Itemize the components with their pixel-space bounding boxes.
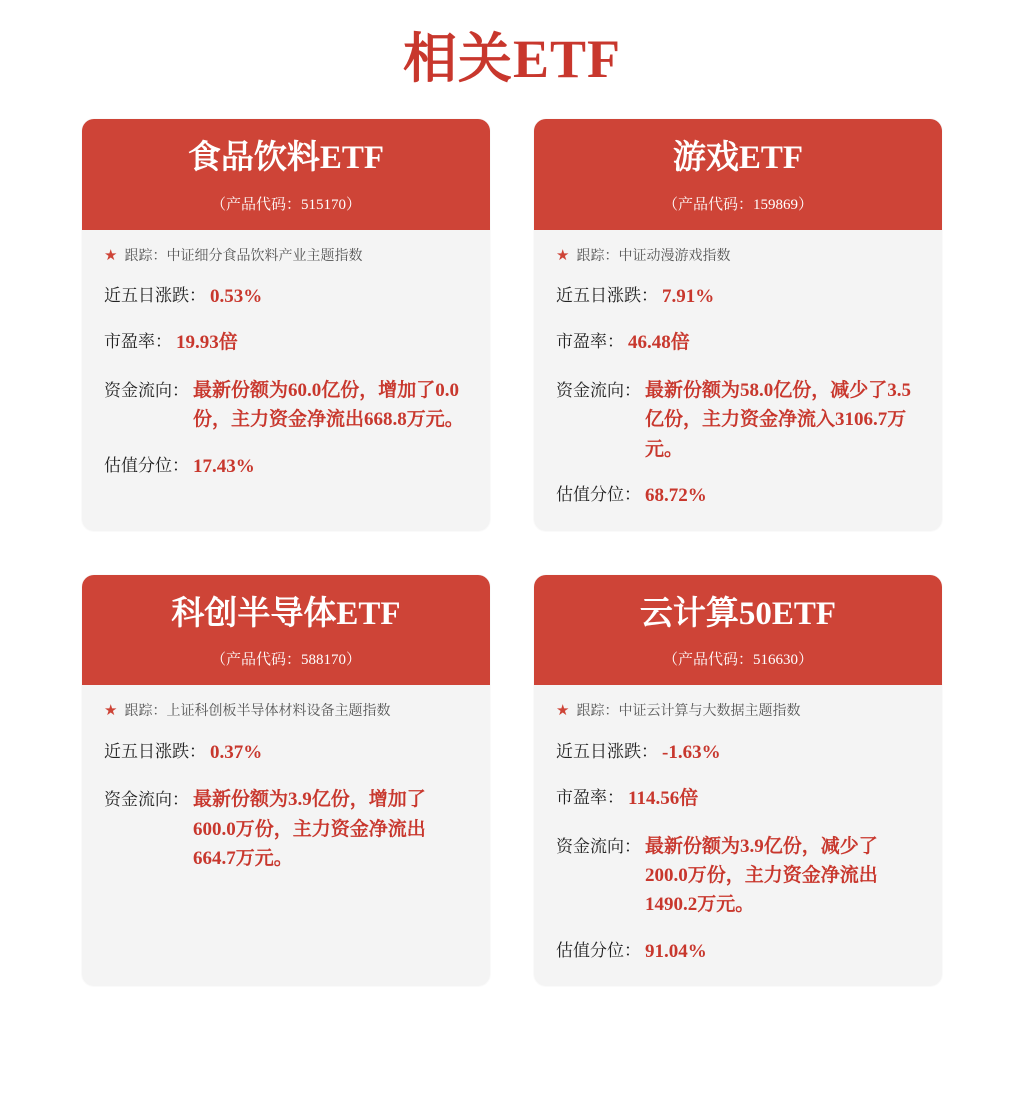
etf-card-header — [82, 575, 490, 686]
track-label: 跟踪： — [576, 704, 619, 720]
metric-label: 近五日涨跌： — [556, 741, 658, 761]
metric-value: 68.72% — [645, 485, 707, 507]
metric-value: 最新份额为60.0亿份，增加了0.0份，主力资金净流出668.8万元。 — [193, 379, 464, 431]
metric-fund-flow — [556, 832, 920, 920]
metric-five-day — [104, 739, 468, 768]
etf-card[interactable] — [82, 575, 490, 987]
etf-card-body — [82, 685, 490, 986]
track-value: 中证细分食品饮料产业主题指数 — [166, 248, 363, 264]
metric-label: 市盈率： — [556, 332, 624, 352]
track-row — [104, 701, 468, 722]
code-value: 159869 — [753, 196, 798, 213]
metric-five-day — [556, 739, 920, 768]
code-prefix: （产品代码： — [210, 196, 301, 213]
metric-label: 市盈率： — [556, 788, 624, 808]
metric-value: 最新份额为58.0亿份，减少了3.5亿份，主力资金净流入3106.7万元。 — [645, 379, 912, 460]
track-value: 中证动漫游戏指数 — [618, 248, 731, 264]
metric-fund-flow — [556, 376, 920, 464]
metric-five-day — [104, 283, 468, 312]
track-text — [576, 701, 800, 722]
etf-card-grid — [82, 119, 942, 986]
metric-five-day — [556, 283, 920, 312]
etf-code — [550, 648, 926, 669]
etf-name: 游戏ETF — [672, 140, 804, 176]
etf-name: 食品饮料ETF — [187, 140, 385, 176]
etf-code — [98, 648, 474, 669]
etf-card-body — [534, 230, 942, 531]
etf-card-header — [534, 119, 942, 230]
etf-card-body — [534, 685, 942, 986]
track-row — [104, 246, 468, 267]
code-suffix: ） — [346, 196, 362, 213]
metric-value: 最新份额为3.9亿份，增加了600.0万份，主力资金净流出664.7万元。 — [193, 789, 426, 869]
metric-label: 近五日涨跌： — [556, 285, 658, 305]
metric-pe — [556, 329, 920, 358]
code-suffix: ） — [346, 652, 362, 669]
metric-value: 0.37% — [210, 741, 263, 763]
metric-label: 资金流向： — [556, 836, 641, 856]
code-value: 588170 — [301, 652, 346, 669]
metric-label: 估值分位： — [556, 940, 641, 960]
track-row — [556, 246, 920, 267]
track-text — [124, 246, 362, 267]
metric-pe — [104, 329, 468, 358]
etf-page — [0, 16, 1024, 986]
etf-name: 科创半导体ETF — [171, 595, 401, 632]
track-label: 跟踪： — [124, 704, 167, 720]
track-label: 跟踪： — [124, 248, 167, 264]
metric-value: 0.53% — [210, 285, 263, 307]
metric-label: 资金流向： — [104, 790, 189, 810]
code-suffix: ） — [798, 652, 814, 669]
metric-fund-flow — [104, 376, 468, 435]
etf-card-header — [534, 575, 942, 686]
metric-label: 估值分位： — [556, 485, 641, 505]
metric-label: 市盈率： — [104, 332, 172, 352]
metric-value: 17.43% — [193, 455, 255, 477]
track-text — [124, 701, 390, 722]
metric-label: 近五日涨跌： — [104, 741, 206, 761]
metric-pe — [556, 785, 920, 814]
code-prefix: （产品代码： — [210, 652, 301, 669]
metric-label: 近五日涨跌： — [104, 285, 206, 305]
metric-value: -1.63% — [662, 741, 721, 763]
code-suffix: ） — [798, 196, 814, 213]
metric-valuation — [556, 482, 920, 511]
track-label: 跟踪： — [576, 248, 619, 264]
metric-label: 估值分位： — [104, 455, 189, 475]
code-prefix: （产品代码： — [662, 652, 753, 669]
etf-card[interactable] — [82, 119, 490, 531]
star-icon: ★ — [104, 703, 118, 720]
etf-card-body — [82, 230, 490, 531]
star-icon: ★ — [556, 247, 570, 264]
metric-value: 114.56倍 — [628, 788, 699, 810]
metric-value: 7.91% — [662, 285, 715, 307]
etf-card[interactable] — [534, 575, 942, 987]
metric-value: 46.48倍 — [628, 332, 690, 354]
track-value: 中证云计算与大数据主题指数 — [618, 704, 801, 720]
code-value: 515170 — [301, 196, 346, 213]
metric-valuation — [104, 453, 468, 482]
metric-value: 91.04% — [645, 940, 707, 962]
metric-value: 最新份额为3.9亿份，减少了200.0万份，主力资金净流出1490.2万元。 — [645, 835, 878, 916]
track-value: 上证科创板半导体材料设备主题指数 — [166, 704, 391, 720]
track-text — [576, 246, 730, 267]
metric-value: 19.93倍 — [176, 332, 238, 354]
star-icon: ★ — [104, 247, 118, 264]
etf-card-header — [82, 119, 490, 230]
metric-valuation — [556, 938, 920, 967]
track-row — [556, 701, 920, 722]
page-title: 相关ETF — [402, 29, 622, 89]
etf-card[interactable] — [534, 119, 942, 531]
metric-fund-flow — [104, 785, 468, 873]
etf-name: 云计算50ETF — [639, 595, 837, 632]
metric-label: 资金流向： — [556, 380, 641, 400]
metric-label: 资金流向： — [104, 380, 189, 400]
etf-code — [98, 193, 474, 214]
etf-code — [550, 193, 926, 214]
star-icon: ★ — [556, 703, 570, 720]
code-value: 516630 — [753, 652, 798, 669]
code-prefix: （产品代码： — [662, 196, 753, 213]
